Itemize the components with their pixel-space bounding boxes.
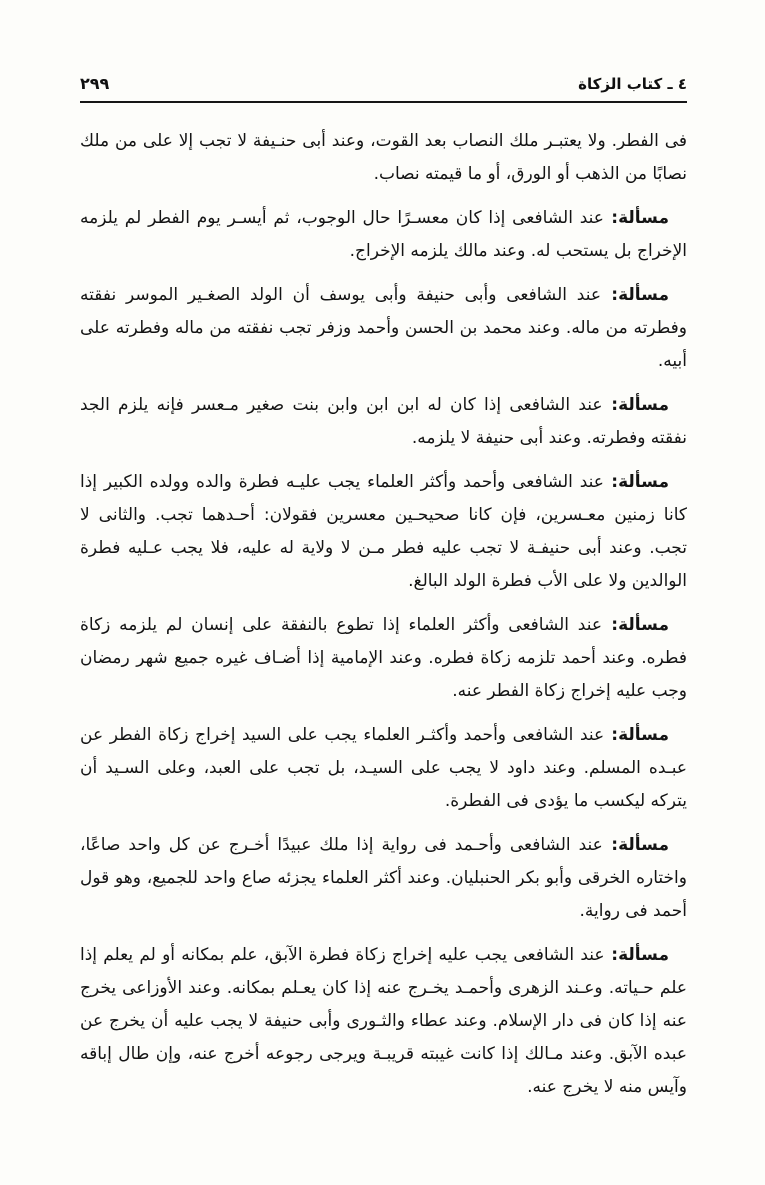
paragraph: مسألة: عند الشافعى وأحـمد فى رواية إذا ملك عبيدًا أخـرج عن كل واحد صاعًا، واختاره الخرقى وأبو بكر الحنبليان. وعند أكثر العلماء يجزئه صاع واحد للجميع، وهو قول أحمد فى رواية. — [80, 835, 687, 921]
book-title: ٤ ـ كتاب الزكاة — [578, 75, 687, 93]
paragraph: مسألة: عند الشافعى وأحمد وأكثر العلماء يجب عليـه فطرة والده وولده الكبير إذا كانا زمنين معـسرين، فإن كانا صحيحـين معسرين فقولان: أحـدهما تجب. والثانى لا تجب. وعند أبى حنيفـة لا تجب عليه فطر مـن لا ولاية له عليه، فلا يجب عـليه فطرة الوالدين ولا على الأب فطرة الولد البالغ. — [80, 472, 687, 591]
paragraph-lead: مسألة: — [600, 285, 669, 305]
paragraph-lead: مسألة: — [604, 945, 669, 965]
paragraph: مسألة: عند الشافعى وأحمد وأكثـر العلماء يجب على السيد إخراج زكاة الفطر عن عبـده المسلم. وعند داود لا يجب على السيـد، بل تجب على العبد، وعلى السـيد أن يتركه ليكسب ما يؤدى فى الفطرة. — [80, 725, 687, 811]
paragraph: مسألة: عند الشافعى وأكثر العلماء إذا تطوع بالنفقة على إنسان لم يلزمه زكاة فطره. وعند أحمد تلزمه زكاة فطره. وعند الإمامية إذا أضـاف غيره جميع شهر رمضان وجب عليه إخراج زكاة الفطر عنه. — [80, 615, 687, 701]
paragraph-lead: مسألة: — [603, 208, 669, 228]
paragraph: مسألة: عند الشافعى وأبى حنيفة وأبى يوسف أن الولد الصغـير الموسر نفقته وفطرته من ماله. وعند محمد بن الحسن وأحمد وزفر تجب نفقته من ماله وفطرته على أبيه. — [80, 285, 687, 371]
paragraph: فى الفطر. ولا يعتبـر ملك النصاب بعد القوت، وعند أبى حنـيفة لا تجب إلا على من ملك نصابًا من الذهب أو الورق، أو ما قيمته نصاب. — [80, 131, 687, 184]
header-rule — [80, 101, 687, 103]
page-number: ٢٩٩ — [80, 74, 110, 93]
paragraph: مسألة: عند الشافعى يجب عليه إخراج زكاة فطرة الآبق، علم بمكانه أو لم يعلم إذا علم حـياته. وعـند الزهرى وأحمـد يخـرج عنه إذا كان يعـلم بمكانه. وعند الأوزاعى يخرج عنه إذا كان فى دار الإسلام. وعند عطاء والثـورى وأبى حنيفة لا يجب عليه أن يخرج عن عبده الآبق. وعند مـالك إذا كانت غيبته قريبـة ويرجى رجوعه أخرج عنه، وإن طال إباقه وآيس منه لا يخرج عنه. — [80, 945, 687, 1097]
paragraph-lead: مسألة: — [603, 472, 669, 492]
paragraph: مسألة: عند الشافعى إذا كان معسـرًا حال الوجوب، ثم أيسـر يوم الفطر لم يلزمه الإخراج بل يستحب له. وعند مالك يلزمه الإخراج. — [80, 208, 687, 261]
page-header — [80, 74, 687, 101]
paragraph-lead: مسألة: — [602, 835, 669, 855]
paragraph: مسألة: عند الشافعى إذا كان له ابن ابن وابن بنت صغير مـعسر فإنه يلزم الجد نفقته وفطرته. وعند أبى حنيفة لا يلزمه. — [80, 395, 687, 448]
paragraph-lead: مسألة: — [602, 615, 669, 635]
paragraph-lead: مسألة: — [604, 725, 669, 745]
page-content — [80, 74, 687, 1115]
page-body — [80, 125, 687, 1104]
paragraph-lead: مسألة: — [602, 395, 670, 415]
